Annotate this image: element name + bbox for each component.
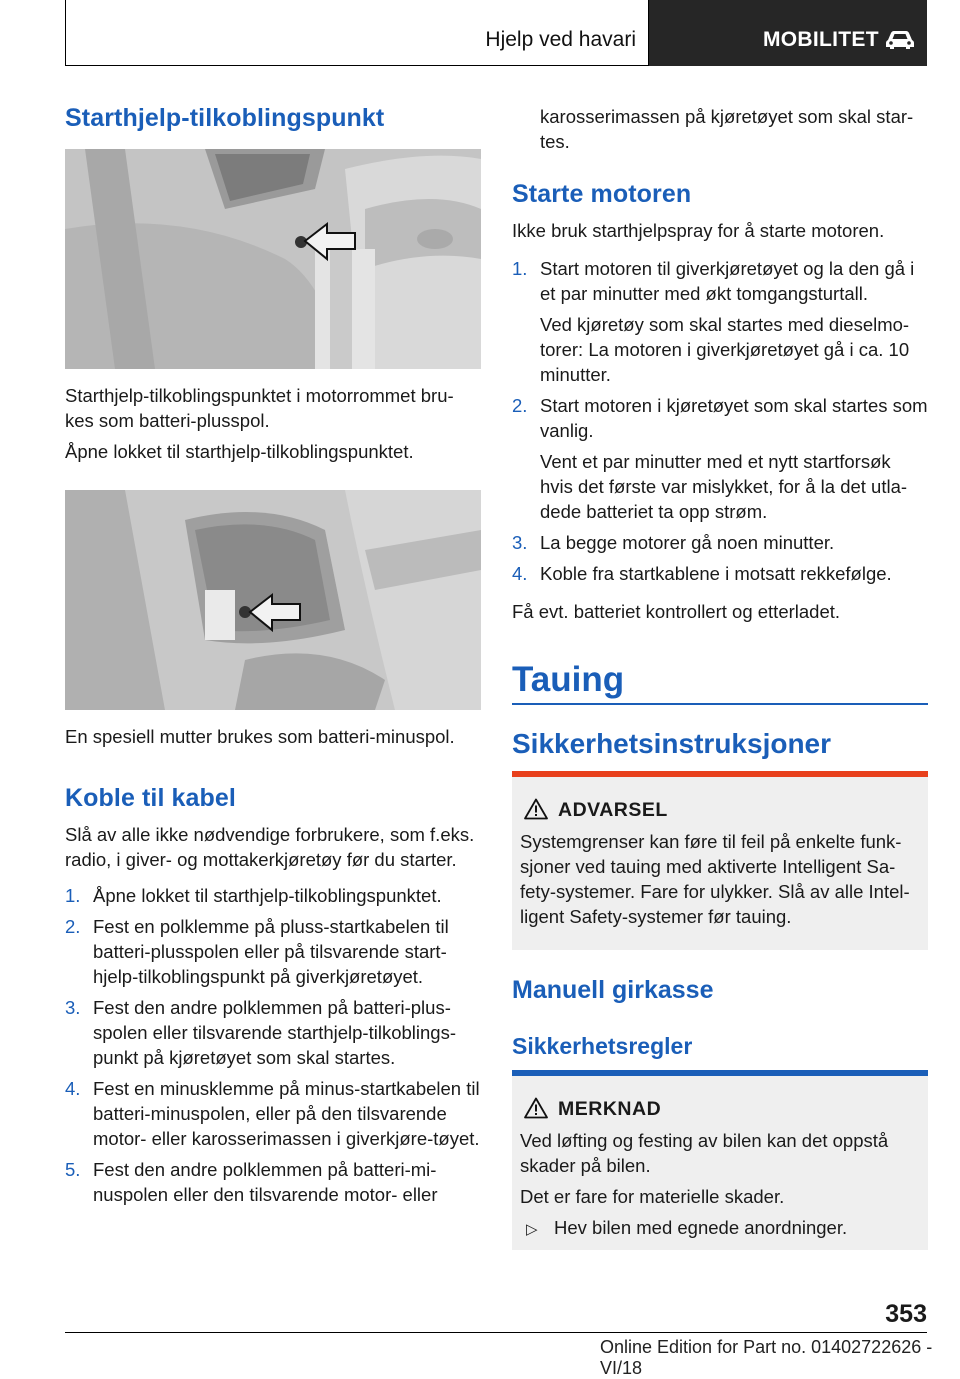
list-item: 3. La begge motorer gå noen minutter. (512, 532, 835, 553)
heading-safety-instructions: Sikkerhetsinstruksjoner (512, 728, 832, 759)
notice-title: MERKNAD (558, 1098, 662, 1120)
notice-box (512, 1070, 928, 1250)
list-item: 4. Fest en minusklemme på minus-startkabelen til batteri-minuspolen, eller på den tilsvarende motor- eller karosserimassen i giverkjøre-tøyet. (65, 1078, 480, 1149)
warning-title: ADVARSEL (558, 799, 668, 821)
chapter-title-towing: Tauing (512, 660, 625, 699)
notice-text-2: Det er fare for materielle skader. (520, 1186, 785, 1207)
page-number: 353 (885, 1300, 927, 1328)
list-item: 1. Start motoren til giverkjøretøyet og la den gå i et par minutter med økt tomgangsturtall. Ved kjøretøy som skal startes med dieselmo-torer: La motoren i giverkjøretøyet gå i ca. 10 minutter. (512, 258, 915, 385)
heading-safety-rules: Sikkerhetsregler (512, 1033, 693, 1059)
heading-connect-cable: Koble til kabel (65, 784, 236, 812)
header-section-box (65, 0, 649, 66)
header-section-title: Hjelp ved havari (485, 28, 636, 51)
footer-rule (65, 1332, 927, 1333)
notice-bullet (526, 1215, 920, 1242)
heading-manual-gearbox: Manuell girkasse (512, 976, 714, 1004)
notice-text-1: Ved løfting og festing av bilen kan det oppstå skader på bilen. (520, 1130, 889, 1176)
para-switch-off-consumers: Slå av alle ikke nødvendige forbrukere, som f.eks. radio, i giver- og mottakerkjøretøy før du starter. (65, 824, 475, 870)
para-open-lid: Åpne lokket til starthjelp-tilkoblingspunktet. (65, 441, 414, 462)
bullet-marker: ▷ (526, 1221, 538, 1238)
header-chapter-box (649, 0, 927, 66)
para-battery-check: Få evt. batteriet kontrollert og etterladet. (512, 601, 841, 622)
page-header (65, 0, 927, 66)
list-item: 3. Fest den andre polklemmen på batteri-plus-spolen eller tilsvarende starthjelp-tilkoblings-punkt på kjøretøyet som skal startes. (65, 997, 456, 1068)
list-item: 4. Koble fra startkablene i motsatt rekkefølge. (512, 563, 892, 584)
warning-text: Systemgrenser kan føre til feil på enkelte funk-sjoner ved tauing med aktiverte Intelligent Sa-fety-systemer. Fare for ulykker. Slå av alle Intel-ligent Safety-systemer før tauing. (520, 831, 910, 927)
para-positive-pole: Starthjelp-tilkoblingspunktet i motorrommet bru-kes som batteri-plusspol. (65, 385, 454, 431)
warning-box (512, 771, 928, 950)
chapter-rule (512, 703, 928, 705)
engine-bay-photo-negative (65, 490, 481, 710)
notice-triangle-icon (524, 1097, 548, 1119)
list-item: 2. Start motoren i kjøretøyet som skal startes som vanlig. Vent et par minutter med et nytt startforsøk hvis det første var mislykket, for å la det utla-dede batteriet ta opp strøm. (512, 395, 928, 522)
footer-edition: Online Edition for Part no. 01402722626 - VI/18 (600, 1337, 933, 1378)
start-steps-list (512, 256, 928, 592)
warning-bar (512, 771, 928, 777)
notice-bar (512, 1070, 928, 1076)
list-item: 5. Fest den andre polklemmen på batteri-mi-nuspolen eller den tilsvarende motor- eller (65, 1159, 438, 1205)
list-item: 1. Åpne lokket til starthjelp-tilkoblingspunktet. (65, 885, 442, 906)
warning-triangle-icon (524, 798, 548, 820)
list-item: 2. Fest en polklemme på pluss-startkabelen til batteri-plusspolen eller på tilsvarende start-hjelp-tilkoblingspunkt på giverkjøretøyet. (65, 916, 449, 987)
para-negative-pole: En spesiell mutter brukes som batteri-minuspol. (65, 726, 455, 747)
connect-steps-list (65, 883, 481, 1213)
header-chapter-title: MOBILITET (763, 28, 879, 51)
notice-bullet-text: Hev bilen med egnede anordninger. (554, 1217, 848, 1238)
heading-jumpstart-point: Starthjelp-tilkoblingspunkt (65, 104, 385, 132)
heading-start-engine: Starte motoren (512, 180, 692, 208)
para-continued: karosserimassen på kjøretøyet som skal star-tes. (540, 106, 914, 152)
car-icon (885, 28, 915, 50)
para-no-spray: Ikke bruk starthjelpspray for å starte motoren. (512, 220, 885, 241)
engine-bay-photo-positive (65, 149, 481, 369)
